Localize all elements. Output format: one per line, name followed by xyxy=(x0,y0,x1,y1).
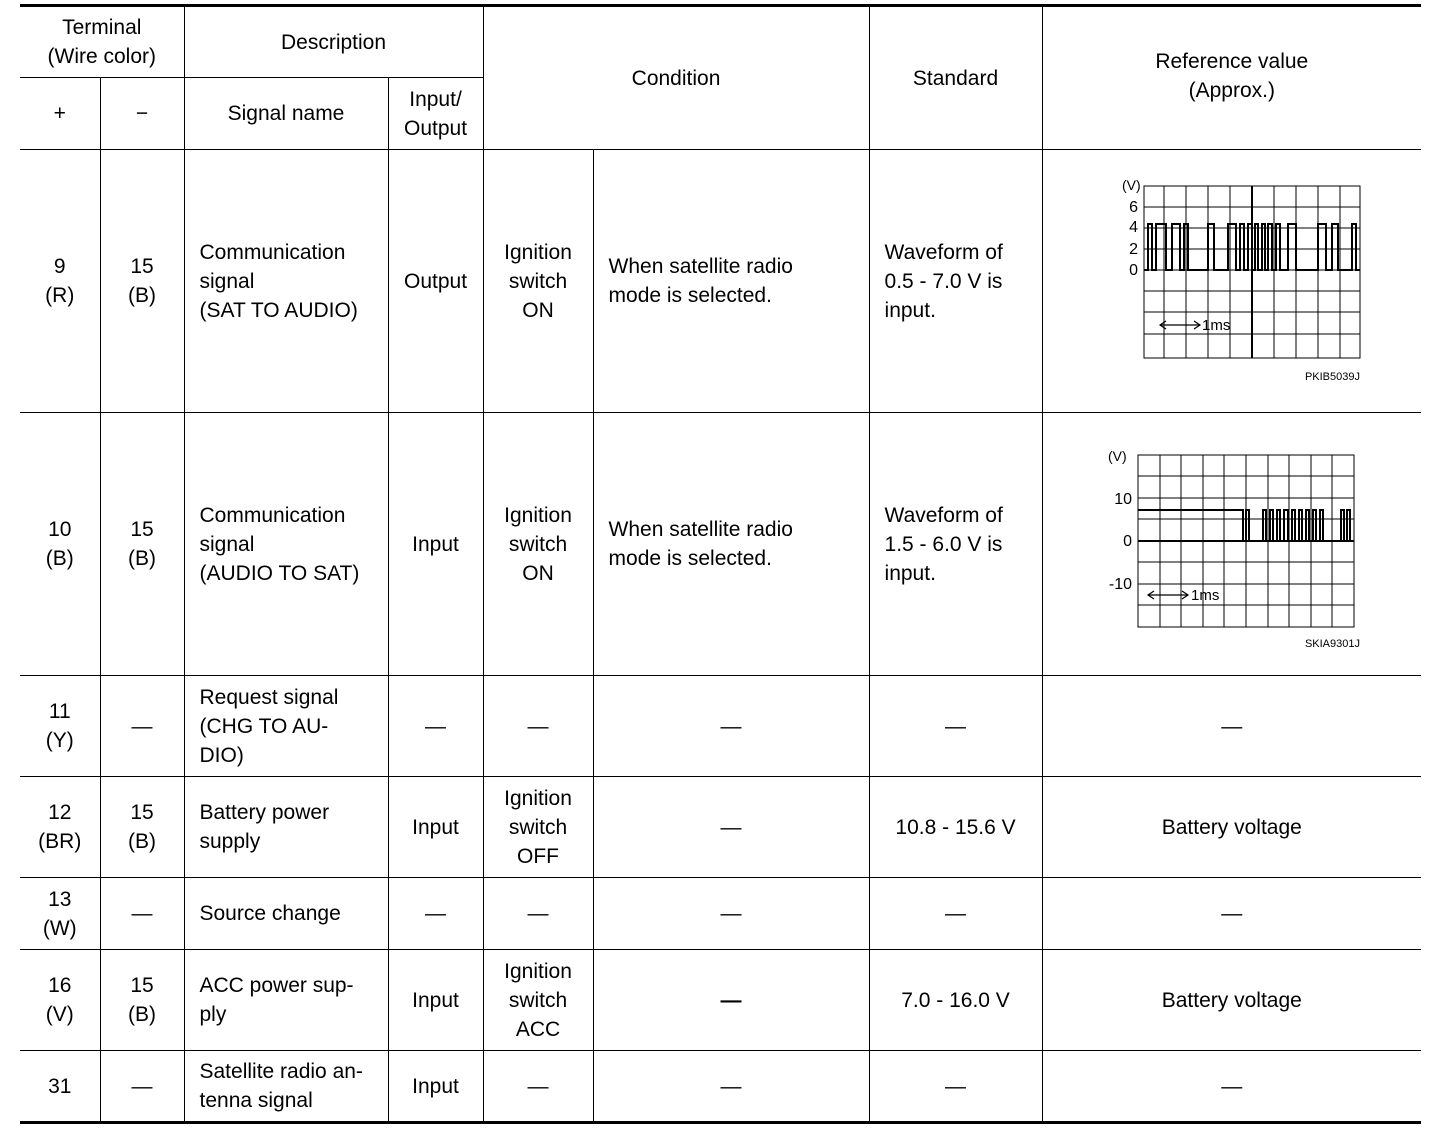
plus-terminal: 31 xyxy=(20,1051,100,1123)
y-tick-label: 0 xyxy=(1122,533,1132,550)
signal-name: Satellite radio an- tenna signal xyxy=(184,1051,388,1123)
table-row xyxy=(20,1051,1421,1123)
standard: — xyxy=(869,676,1042,777)
reference-value: — xyxy=(1042,1051,1421,1123)
condition: — xyxy=(593,878,869,950)
y-tick-label: 10 xyxy=(1113,491,1132,508)
condition-header: Condition xyxy=(483,6,869,150)
table-row xyxy=(20,413,1421,676)
condition: — xyxy=(593,950,869,1051)
reference-value: — xyxy=(1042,878,1421,950)
table-row xyxy=(20,777,1421,878)
ignition-switch: Ignition switch ACC xyxy=(483,950,593,1051)
table-row xyxy=(20,676,1421,777)
minus-terminal: 15 (B) xyxy=(100,150,184,413)
signal-name: ACC power sup- ply xyxy=(184,950,388,1051)
terminal-spec-table xyxy=(20,4,1421,1124)
standard: Waveform of 1.5 - 6.0 V is input. xyxy=(869,413,1042,676)
standard: 7.0 - 16.0 V xyxy=(869,950,1042,1051)
condition: — xyxy=(593,777,869,878)
y-tick-label: 4 xyxy=(1128,219,1138,236)
table-row xyxy=(20,878,1421,950)
standard: Waveform of 0.5 - 7.0 V is input. xyxy=(869,150,1042,413)
input-output: — xyxy=(388,676,483,777)
standard: — xyxy=(869,878,1042,950)
ignition-switch: Ignition switch OFF xyxy=(483,777,593,878)
signal-name: Communication signal (SAT TO AUDIO) xyxy=(184,150,388,413)
minus-terminal: 15 (B) xyxy=(100,413,184,676)
waveform-chart-sat-to-audio xyxy=(1082,172,1382,390)
ignition-switch: Ignition switch ON xyxy=(483,150,593,413)
signal-name: Request signal (CHG TO AU- DIO) xyxy=(184,676,388,777)
reference-header: Reference value (Approx.) xyxy=(1042,6,1421,150)
input-output: Input xyxy=(388,950,483,1051)
signal-name: Communication signal (AUDIO TO SAT) xyxy=(184,413,388,676)
plus-terminal: 12 (BR) xyxy=(20,777,100,878)
standard: 10.8 - 15.6 V xyxy=(869,777,1042,878)
ignition-switch: Ignition switch ON xyxy=(483,413,593,676)
reference-waveform-cell xyxy=(1042,413,1421,676)
input-output-header: Input/ Output xyxy=(388,78,483,150)
condition: When satellite radio mode is selected. xyxy=(593,413,869,676)
signal-name-header: Signal name xyxy=(184,78,388,150)
plus-terminal: 9 (R) xyxy=(20,150,100,413)
standard: — xyxy=(869,1051,1042,1123)
ignition-switch: — xyxy=(483,878,593,950)
time-scale-arrow xyxy=(1148,591,1188,599)
terminal-header: Terminal (Wire color) xyxy=(20,6,184,78)
plus-terminal: 16 (V) xyxy=(20,950,100,1051)
waveform-unit: (V) xyxy=(1121,177,1141,193)
input-output: Output xyxy=(388,150,483,413)
waveform-chart-audio-to-sat xyxy=(1082,435,1382,653)
input-output: Input xyxy=(388,777,483,878)
reference-waveform-cell xyxy=(1042,150,1421,413)
ignition-switch: — xyxy=(483,676,593,777)
minus-terminal: — xyxy=(100,1051,184,1123)
waveform-unit: (V) xyxy=(1107,448,1127,464)
y-tick-label: 0 xyxy=(1128,262,1138,279)
input-output: Input xyxy=(388,1051,483,1123)
table-row xyxy=(20,150,1421,413)
minus-terminal: 15 (B) xyxy=(100,777,184,878)
signal-name: Source change xyxy=(184,878,388,950)
reference-value: Battery voltage xyxy=(1042,777,1421,878)
input-output: Input xyxy=(388,413,483,676)
y-tick-label: 6 xyxy=(1128,199,1138,216)
signal-name: Battery power supply xyxy=(184,777,388,878)
condition: — xyxy=(593,676,869,777)
plus-header: + xyxy=(20,78,100,150)
minus-terminal: 15 (B) xyxy=(100,950,184,1051)
time-scale-label: 1ms xyxy=(1190,587,1220,604)
waveform-code: SKIA9301J xyxy=(1304,638,1360,650)
minus-header: − xyxy=(100,78,184,150)
y-tick-label: 2 xyxy=(1128,241,1138,258)
ignition-switch: — xyxy=(483,1051,593,1123)
y-tick-label: -10 xyxy=(1108,576,1132,593)
reference-value: — xyxy=(1042,676,1421,777)
time-scale-arrow xyxy=(1160,321,1200,329)
description-header: Description xyxy=(184,6,483,78)
waveform-code: PKIB5039J xyxy=(1304,371,1360,383)
plus-terminal: 11 (Y) xyxy=(20,676,100,777)
condition: — xyxy=(593,1051,869,1123)
minus-terminal: — xyxy=(100,676,184,777)
header-row-1 xyxy=(20,6,1421,78)
input-output: — xyxy=(388,878,483,950)
minus-terminal: — xyxy=(100,878,184,950)
plus-terminal: 13 (W) xyxy=(20,878,100,950)
condition: When satellite radio mode is selected. xyxy=(593,150,869,413)
table-row xyxy=(20,950,1421,1051)
reference-value: Battery voltage xyxy=(1042,950,1421,1051)
plus-terminal: 10 (B) xyxy=(20,413,100,676)
time-scale-label: 1ms xyxy=(1201,317,1231,334)
standard-header: Standard xyxy=(869,6,1042,150)
